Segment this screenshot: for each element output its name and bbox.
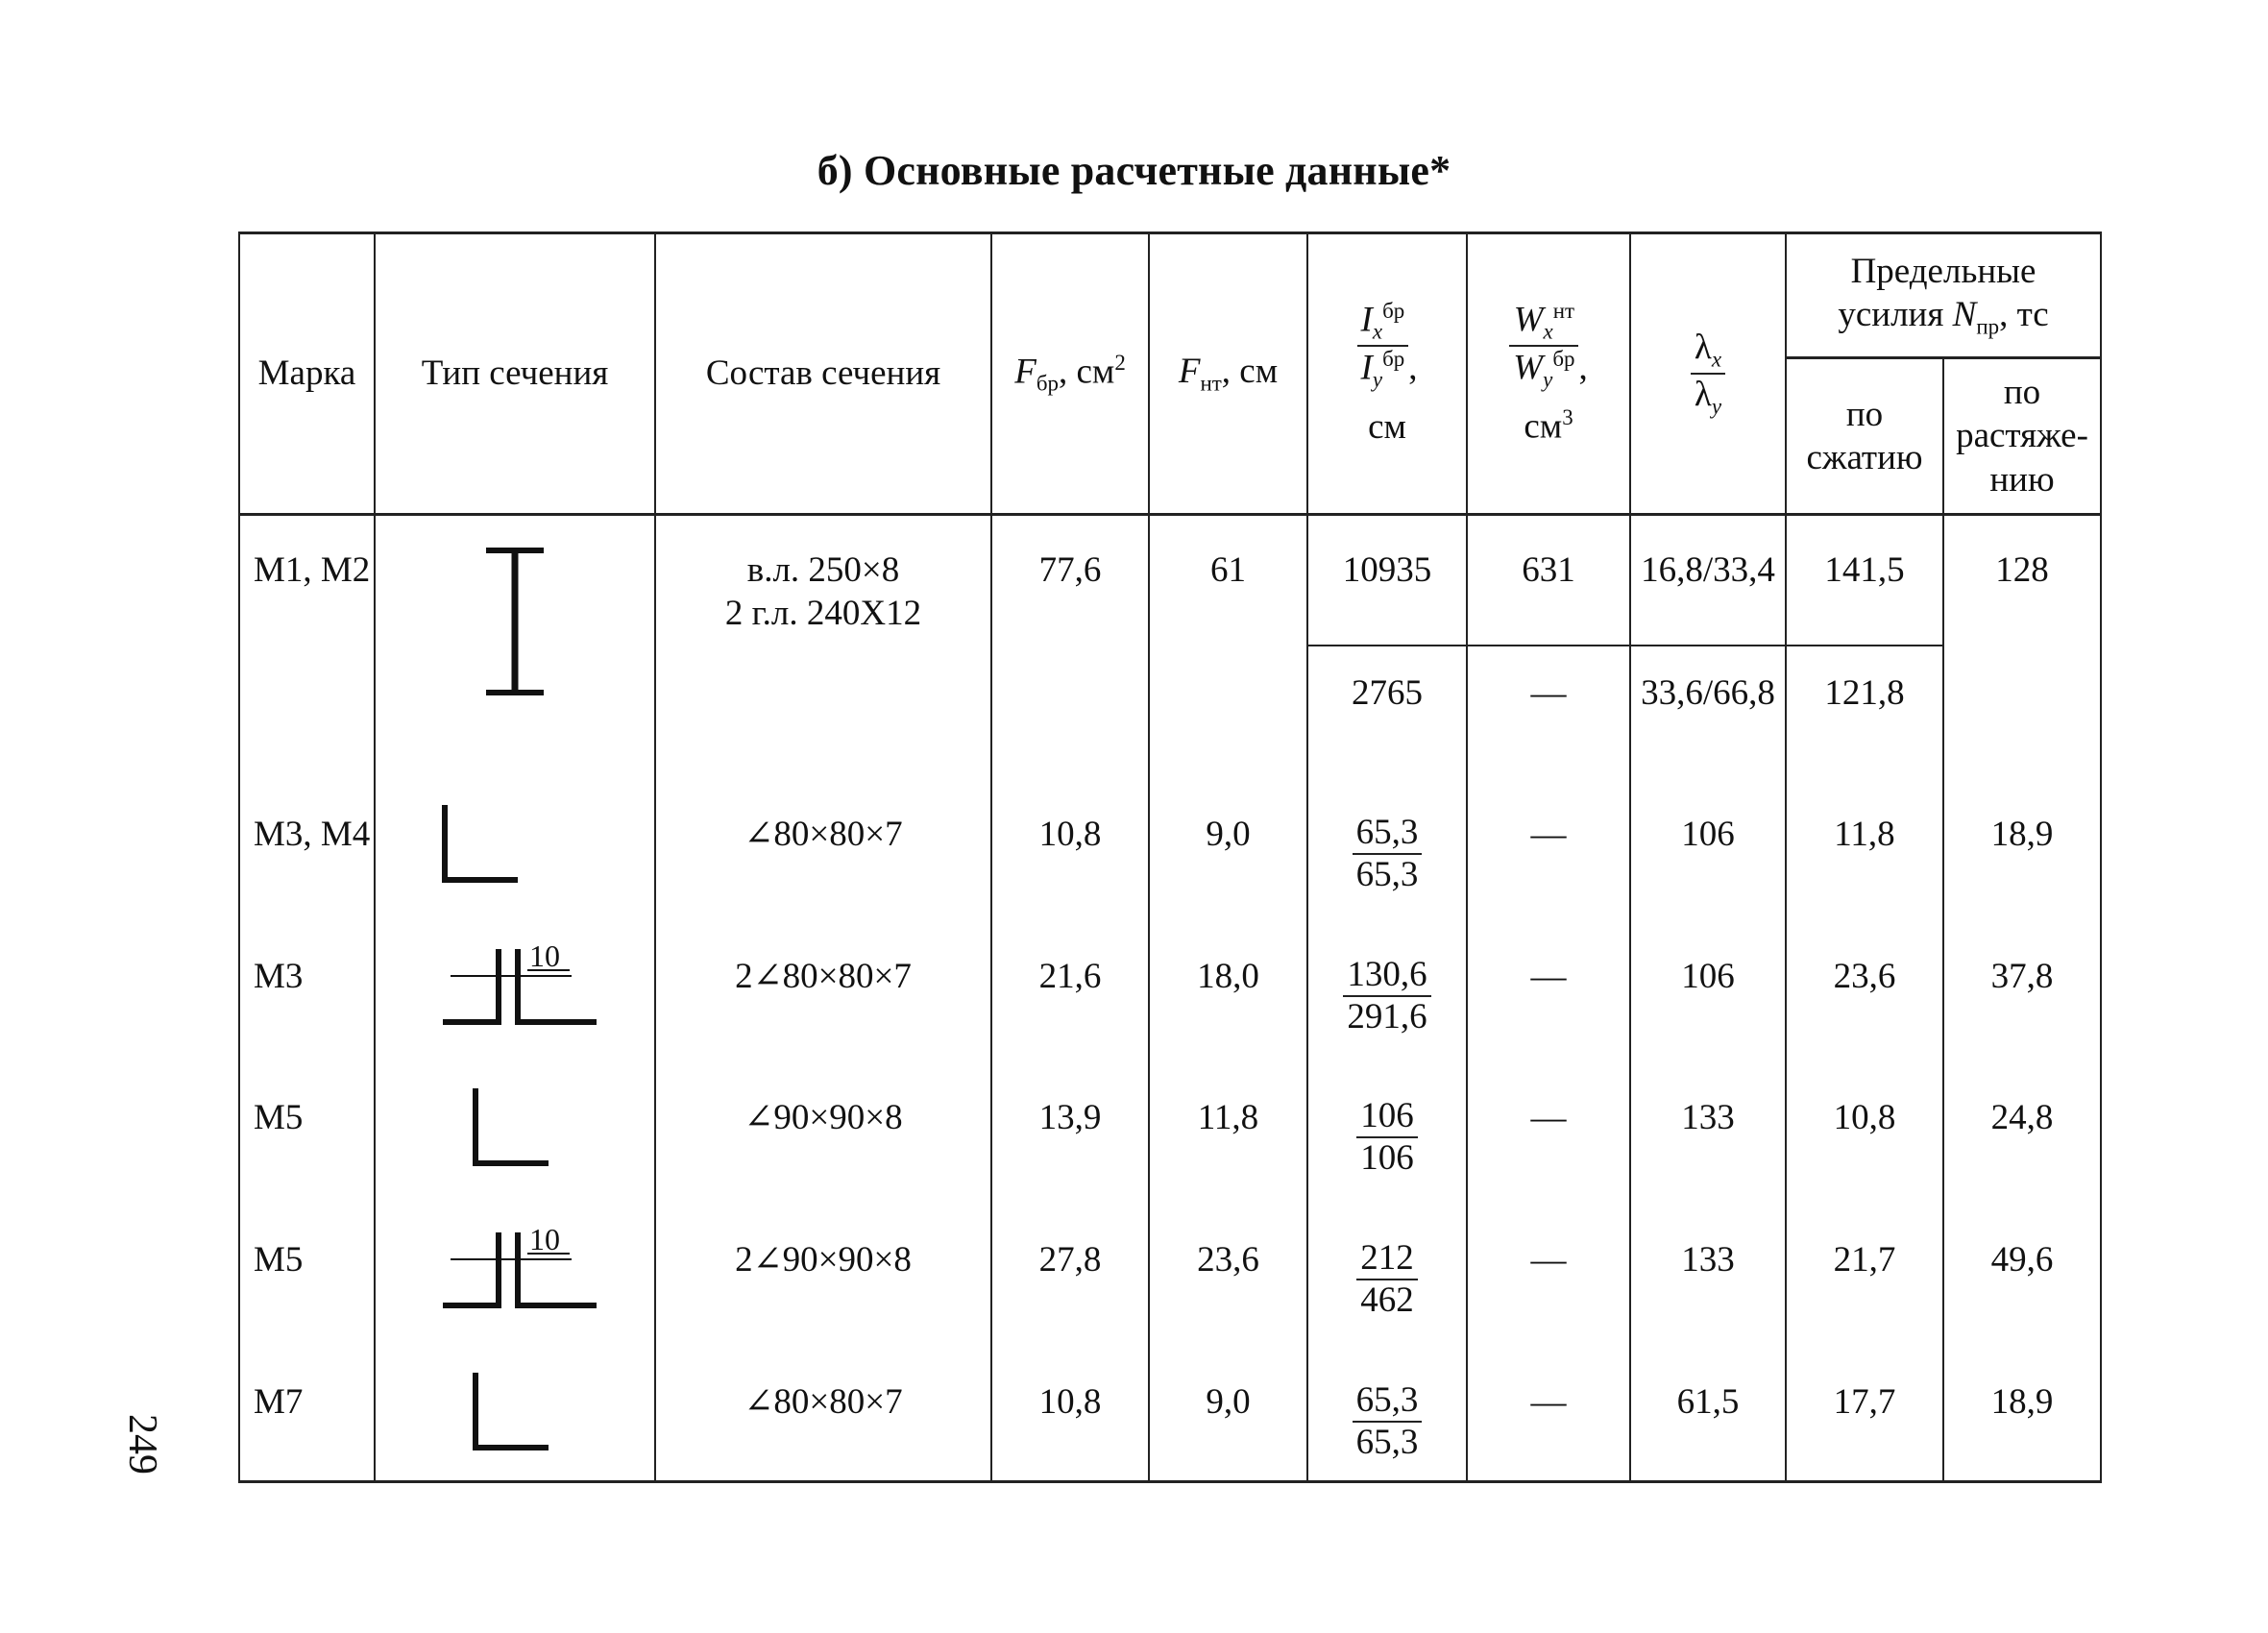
cell-tension: 49,6 <box>1943 1206 2101 1348</box>
cell-slenderness: 16,8/33,4 <box>1630 515 1786 646</box>
cell-compression: 11,8 <box>1786 780 1943 922</box>
header-inertia: $\frac{I_x^{бр}}{I_y^{бр}}$ , см <box>1307 233 1467 515</box>
header-limit-forces: Предельные усилия $N_{пр}$, тс <box>1786 233 2101 358</box>
cell-f-nt: 23,6 <box>1149 1206 1307 1348</box>
header-section-type: Тип сечения <box>375 233 655 515</box>
cell-section-modulus: — <box>1467 646 1630 780</box>
cell-section-type <box>375 922 655 1063</box>
cell-composition: в.л. 250×8 2 г.л. 240Х12 <box>655 515 991 780</box>
cell-section-modulus: — <box>1467 1206 1630 1348</box>
design-data-table <box>238 232 2102 1483</box>
cell-marka: М5 <box>239 1206 375 1348</box>
table-row <box>239 1348 2101 1482</box>
angle-icon <box>468 1085 554 1171</box>
cell-marka: М3 <box>239 922 375 1063</box>
cell-inertia: 10935 <box>1307 515 1467 646</box>
table-header <box>239 233 2101 515</box>
table-row <box>239 922 2101 1063</box>
cell-section-type <box>375 780 655 922</box>
header-f-nt: $F_{нт}$, см <box>1149 233 1307 515</box>
angle-icon <box>468 1369 554 1455</box>
cell-slenderness: 61,5 <box>1630 1348 1786 1482</box>
cell-composition: 2∠80×80×7 <box>655 922 991 1063</box>
table-title: б) Основные расчетные данные* <box>817 147 1451 194</box>
header-f-br: $F_{бр}$, $см^2$ <box>991 233 1149 515</box>
cell-inertia: 2765 <box>1307 646 1467 780</box>
cell-tension: 18,9 <box>1943 780 2101 922</box>
cell-f-nt: 18,0 <box>1149 922 1307 1063</box>
cell-f-nt: 61 <box>1149 515 1307 780</box>
double-angle-icon <box>437 1217 610 1313</box>
cell-tension: 37,8 <box>1943 922 2101 1063</box>
cell-f-nt: 9,0 <box>1149 780 1307 922</box>
table-row <box>239 780 2101 922</box>
table-row <box>239 515 2101 646</box>
cell-section-type <box>375 515 655 780</box>
i-beam-icon <box>476 545 553 698</box>
cell-slenderness: 33,6/66,8 <box>1630 646 1786 780</box>
table-row <box>239 1063 2101 1206</box>
cell-compression: 23,6 <box>1786 922 1943 1063</box>
cell-compression: 10,8 <box>1786 1063 1943 1206</box>
cell-slenderness: 106 <box>1630 780 1786 922</box>
cell-compression: 21,7 <box>1786 1206 1943 1348</box>
header-slenderness: $\frac{\lambda_x}{\lambda_y}$ <box>1630 233 1786 515</box>
cell-compression: 17,7 <box>1786 1348 1943 1482</box>
cell-marka: М3, М4 <box>239 780 375 922</box>
cell-f-br: 77,6 <box>991 515 1149 780</box>
cell-slenderness: 133 <box>1630 1206 1786 1348</box>
cell-inertia <box>1307 922 1467 1063</box>
cell-f-br: 21,6 <box>991 922 1149 1063</box>
inertia-fraction: $\frac{106}{106}$ <box>1356 1096 1418 1180</box>
cell-tension: 128 <box>1943 515 2101 780</box>
gap-label: 10 <box>529 938 560 973</box>
cell-section-type <box>375 1348 655 1482</box>
cell-composition: ∠90×90×8 <box>655 1063 991 1206</box>
cell-composition: ∠80×80×7 <box>655 780 991 922</box>
cell-composition: 2∠90×90×8 <box>655 1206 991 1348</box>
cell-compression: 141,5 <box>1786 515 1943 646</box>
inertia-fraction: $\frac{65,3}{65,3}$ <box>1353 813 1423 896</box>
cell-slenderness: 106 <box>1630 922 1786 1063</box>
cell-section-modulus: — <box>1467 1063 1630 1206</box>
cell-section-modulus: 631 <box>1467 515 1630 646</box>
table-body <box>239 515 2101 1482</box>
cell-tension: 18,9 <box>1943 1348 2101 1482</box>
cell-f-nt: 11,8 <box>1149 1063 1307 1206</box>
cell-inertia <box>1307 1063 1467 1206</box>
cell-section-modulus: — <box>1467 780 1630 922</box>
gap-label: 10 <box>529 1221 560 1256</box>
cell-f-br: 13,9 <box>991 1063 1149 1206</box>
cell-tension: 24,8 <box>1943 1063 2101 1206</box>
cell-section-type <box>375 1206 655 1348</box>
cell-marka: М7 <box>239 1348 375 1482</box>
cell-f-br: 10,8 <box>991 780 1149 922</box>
cell-marka: М1, М2 <box>239 515 375 780</box>
header-marka: Марка <box>239 233 375 515</box>
cell-f-br: 10,8 <box>991 1348 1149 1482</box>
inertia-fraction: $\frac{212}{462}$ <box>1356 1238 1418 1322</box>
header-section-composition: Состав сечения <box>655 233 991 515</box>
header-section-modulus: $\frac{W_x^{нт}}{W_y^{бр}}$ , $см^3$ <box>1467 233 1630 515</box>
double-angle-icon <box>437 934 610 1030</box>
cell-slenderness: 133 <box>1630 1063 1786 1206</box>
page-number: 249 <box>120 1414 164 1475</box>
angle-icon <box>437 801 524 888</box>
cell-marka: М5 <box>239 1063 375 1206</box>
inertia-fraction: $\frac{65,3}{65,3}$ <box>1353 1380 1423 1464</box>
cell-composition: ∠80×80×7 <box>655 1348 991 1482</box>
cell-inertia <box>1307 1206 1467 1348</box>
cell-compression: 121,8 <box>1786 646 1943 780</box>
cell-inertia <box>1307 780 1467 922</box>
cell-section-type <box>375 1063 655 1206</box>
header-compression: по сжатию <box>1786 358 1943 515</box>
cell-section-modulus: — <box>1467 922 1630 1063</box>
cell-f-br: 27,8 <box>991 1206 1149 1348</box>
table-row <box>239 1206 2101 1348</box>
inertia-fraction: $\frac{130,6}{291,6}$ <box>1343 955 1430 1038</box>
cell-f-nt: 9,0 <box>1149 1348 1307 1482</box>
header-tension: по растяже- нию <box>1943 358 2101 515</box>
cell-inertia <box>1307 1348 1467 1482</box>
cell-section-modulus: — <box>1467 1348 1630 1482</box>
